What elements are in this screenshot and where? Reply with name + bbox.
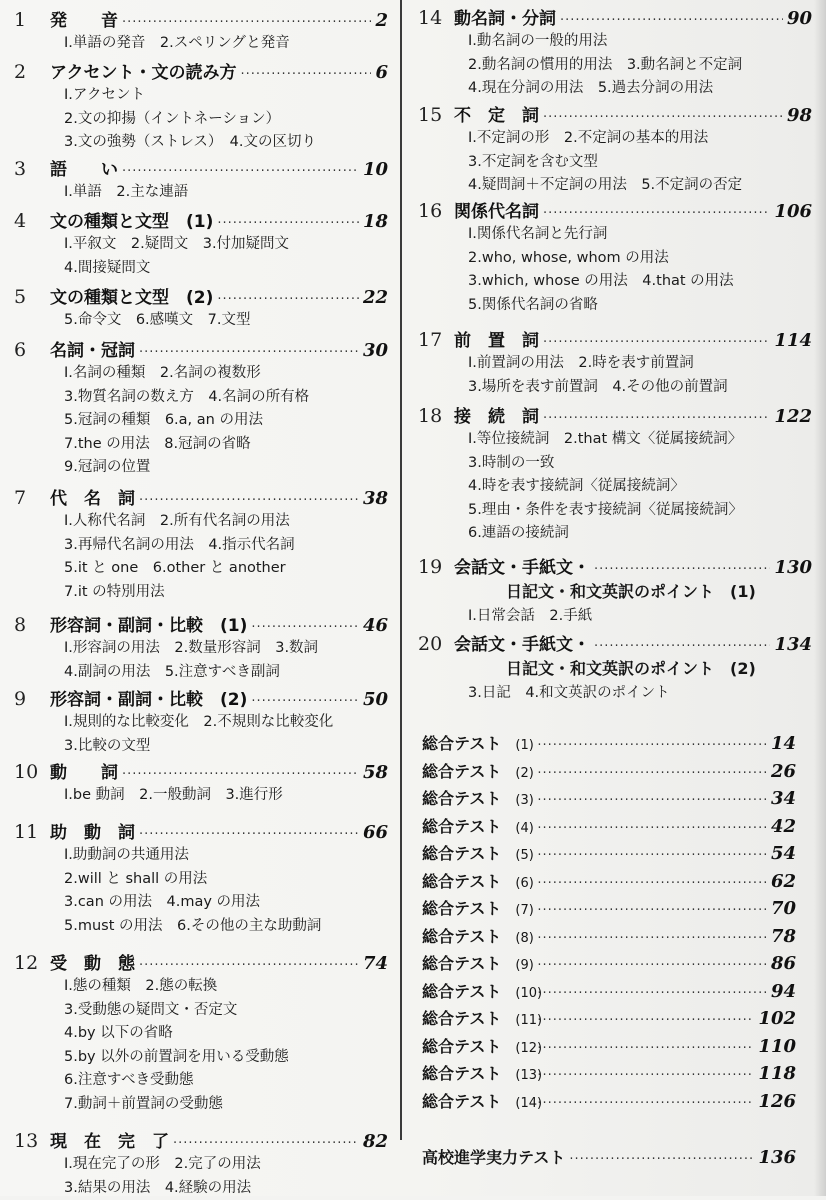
test-page-number: 70 (771, 898, 796, 919)
chapter-title: 関係代名詞 (454, 197, 539, 222)
chapter-title: 動名詞・分詞 (454, 4, 556, 29)
leader-dots (122, 15, 371, 30)
test-entry[interactable] (410, 731, 796, 759)
section-item: 4.間接疑問文 (14, 257, 388, 281)
chapter-title: 会話文・手紙文・ (454, 630, 590, 655)
test-entry[interactable] (410, 924, 796, 952)
chapter-number: 3 (14, 158, 50, 180)
section-item: Ⅰ.名詞の種類 2.名詞の複数形 (14, 362, 388, 386)
leader-dots (241, 67, 372, 82)
chapter-number: 16 (418, 200, 454, 222)
section-item: Ⅰ.等位接続詞 2.that 構文〈従属接続詞〉 (418, 428, 812, 452)
test-page-number: 14 (771, 733, 796, 754)
leader-dots (251, 620, 359, 635)
comprehensive-tests (410, 731, 796, 1116)
section-item: Ⅰ.不定詞の形 2.不定詞の基本的用法 (418, 127, 812, 151)
section-item: 5.冠詞の種類 6.a, an の用法 (14, 409, 388, 433)
section-item: Ⅰ.be 動詞 2.一般動詞 3.進行形 (14, 784, 388, 808)
test-entry[interactable] (410, 814, 796, 842)
chapter-title: アクセント・文の読み方 (50, 58, 237, 83)
test-entry[interactable] (410, 786, 796, 814)
chapter-entry (418, 630, 812, 706)
section-item: 7.it の特別用法 (14, 581, 388, 605)
test-label: 総合テスト (422, 869, 501, 892)
leader-dots (537, 766, 767, 781)
section-item: 4.現在分詞の用法 5.過去分詞の用法 (418, 77, 812, 101)
test-page-number: 94 (771, 981, 796, 1002)
section-item: 2.文の抑揚（イントネーション） (14, 108, 388, 132)
chapter-entry (418, 4, 812, 101)
chapter-page-number: 30 (363, 340, 388, 361)
leader-dots (560, 13, 783, 28)
section-item: 4.疑問詞＋不定詞の用法 5.不定詞の否定 (418, 174, 812, 198)
test-number: (13) (515, 1068, 533, 1083)
section-item: 3.受動態の疑問文・否定文 (14, 999, 388, 1023)
chapter-heading[interactable] (14, 207, 388, 233)
chapter-page-number: 2 (375, 10, 388, 31)
chapter-page-number: 58 (363, 762, 388, 783)
section-item: 3.不定詞を含む文型 (418, 151, 812, 175)
test-label: 総合テスト (422, 951, 501, 974)
test-page-number: 102 (758, 1008, 796, 1029)
section-item: 3.can の用法 4.may の用法 (14, 891, 388, 915)
chapter-number: 6 (14, 339, 50, 361)
chapter-heading[interactable] (418, 630, 812, 656)
test-entry[interactable] (410, 979, 796, 1007)
test-number: (1) (515, 738, 533, 753)
test-entry[interactable] (410, 896, 796, 924)
leader-dots (537, 848, 767, 863)
page-edge-shadow (814, 0, 826, 1196)
leader-dots (217, 292, 359, 307)
chapter-title: 形容詞・副詞・比較 (1) (50, 611, 247, 636)
chapter-page-number: 98 (787, 105, 812, 126)
chapter-number: 19 (418, 556, 454, 578)
chapter-subtitle: 日記文・和文英訳のポイント (2) (418, 656, 812, 682)
test-page-number: 26 (771, 761, 796, 782)
leader-dots (139, 345, 359, 360)
leader-dots (537, 821, 767, 836)
chapter-heading[interactable] (14, 1127, 388, 1153)
chapter-number: 11 (14, 821, 50, 843)
chapter-heading[interactable] (14, 758, 388, 784)
chapter-number: 7 (14, 487, 50, 509)
test-number: (6) (515, 876, 533, 891)
chapter-entry (418, 197, 812, 317)
chapter-heading[interactable] (14, 283, 388, 309)
section-item: 3.which, whose の用法 4.that の用法 (418, 270, 812, 294)
section-item: 6.注意すべき受動態 (14, 1069, 388, 1093)
test-label: 総合テスト (422, 1034, 501, 1057)
leader-dots (594, 562, 770, 577)
chapter-entry (14, 155, 388, 205)
chapter-heading[interactable] (14, 155, 388, 181)
chapter-page-number: 114 (774, 330, 812, 351)
test-entry[interactable] (410, 1034, 796, 1062)
chapter-subtitle: 日記文・和文英訳のポイント (1) (418, 579, 812, 605)
chapter-entry (14, 283, 388, 333)
chapter-page-number: 134 (774, 634, 812, 655)
chapter-heading[interactable] (14, 6, 388, 32)
section-item: 2.who, whose, whom の用法 (418, 247, 812, 271)
chapter-number: 13 (14, 1130, 50, 1152)
test-page-number: 126 (758, 1091, 796, 1112)
chapter-number: 4 (14, 210, 50, 232)
leader-dots (537, 1041, 754, 1056)
section-item: Ⅰ.アクセント (14, 84, 388, 108)
leader-dots (537, 986, 767, 1001)
test-number: (11) (515, 1013, 533, 1028)
chapter-title: 接 続 詞 (454, 402, 539, 427)
chapter-title: 助 動 詞 (50, 818, 135, 843)
test-page-number: 42 (771, 816, 796, 837)
chapter-entry (14, 207, 388, 280)
section-item: Ⅰ.人称代名詞 2.所有代名詞の用法 (14, 510, 388, 534)
section-item: Ⅰ.動名詞の一般的用法 (418, 30, 812, 54)
test-label: 総合テスト (422, 1006, 501, 1029)
chapter-page-number: 6 (375, 62, 388, 83)
leader-dots (594, 639, 770, 654)
chapter-title: 受 動 態 (50, 949, 135, 974)
chapter-entry (14, 758, 388, 808)
section-item: 7.動詞＋前置詞の受動態 (14, 1093, 388, 1117)
test-label: 総合テスト (422, 786, 501, 809)
test-label: 総合テスト (422, 1089, 501, 1112)
chapter-entry (418, 402, 812, 546)
chapter-heading[interactable] (14, 685, 388, 711)
test-entry[interactable] (410, 841, 796, 869)
leader-dots (543, 206, 770, 221)
section-item: 9.冠詞の位置 (14, 456, 388, 480)
leader-dots (537, 1068, 754, 1083)
section-item: 5.by 以外の前置詞を用いる受動態 (14, 1046, 388, 1070)
leader-dots (537, 1013, 754, 1028)
chapter-heading[interactable] (418, 4, 812, 30)
chapter-heading[interactable] (418, 101, 812, 127)
chapter-entry (14, 949, 388, 1116)
test-number: (2) (515, 766, 533, 781)
section-item: Ⅰ.関係代名詞と先行詞 (418, 223, 812, 247)
chapter-number: 2 (14, 61, 50, 83)
test-entry[interactable] (410, 1061, 796, 1089)
leader-dots (251, 694, 359, 709)
chapter-number: 14 (418, 7, 454, 29)
section-item: 2.will と shall の用法 (14, 868, 388, 892)
chapter-heading[interactable] (14, 611, 388, 637)
test-label: 総合テスト (422, 841, 501, 864)
chapter-number: 20 (418, 633, 454, 655)
section-item: 3.再帰代名詞の用法 4.指示代名詞 (14, 534, 388, 558)
chapter-heading[interactable] (418, 553, 812, 579)
leader-dots (173, 1136, 359, 1151)
section-item: 5.理由・条件を表す接続詞〈従属接続詞〉 (418, 499, 812, 523)
leader-dots (569, 1152, 754, 1167)
chapter-entry (418, 101, 812, 198)
test-entry[interactable] (410, 1006, 796, 1034)
leader-dots (139, 493, 359, 508)
chapter-number: 8 (14, 614, 50, 636)
chapter-number: 10 (14, 761, 50, 783)
chapter-title: 会話文・手紙文・ (454, 553, 590, 578)
test-page-number: 34 (771, 788, 796, 809)
test-label: 総合テスト (422, 731, 501, 754)
leader-dots (139, 827, 359, 842)
test-label: 総合テスト (422, 759, 501, 782)
chapter-page-number: 10 (363, 159, 388, 180)
leader-dots (122, 164, 359, 179)
final-test-page-number: 136 (758, 1147, 796, 1168)
section-item: 3.日記 4.和文英訳のポイント (418, 682, 812, 706)
chapter-title: 動 詞 (50, 758, 118, 783)
chapter-heading[interactable] (14, 58, 388, 84)
test-page-number: 118 (758, 1063, 796, 1084)
section-item: 3.結果の用法 4.経験の用法 (14, 1177, 388, 1200)
section-item: 2.動名詞の慣用的用法 3.動名詞と不定詞 (418, 54, 812, 78)
chapter-entry (14, 818, 388, 938)
section-item: Ⅰ.日常会話 2.手紙 (418, 605, 812, 629)
chapter-heading[interactable] (418, 197, 812, 223)
section-item: 3.物質名詞の数え方 4.名詞の所有格 (14, 386, 388, 410)
section-item: 7.the の用法 8.冠詞の省略 (14, 433, 388, 457)
leader-dots (537, 903, 767, 918)
chapter-page-number: 18 (363, 211, 388, 232)
section-item: 6.連語の接続詞 (418, 522, 812, 546)
test-number: (7) (515, 903, 533, 918)
chapter-entry (14, 58, 388, 155)
test-page-number: 62 (771, 871, 796, 892)
section-item: Ⅰ.平叙文 2.疑問文 3.付加疑問文 (14, 233, 388, 257)
chapter-title: 前 置 詞 (454, 326, 539, 351)
section-item: 5.関係代名詞の省略 (418, 294, 812, 318)
test-page-number: 110 (758, 1036, 796, 1057)
section-item: Ⅰ.助動詞の共通用法 (14, 844, 388, 868)
chapter-heading[interactable] (14, 336, 388, 362)
chapter-heading[interactable] (418, 326, 812, 352)
section-item: 3.場所を表す前置詞 4.その他の前置詞 (418, 376, 812, 400)
section-item: 3.時制の一致 (418, 452, 812, 476)
chapter-title: 現 在 完 了 (50, 1127, 169, 1152)
leader-dots (537, 793, 767, 808)
test-entry[interactable] (410, 759, 796, 787)
section-item: Ⅰ.単語 2.主な連語 (14, 181, 388, 205)
column-divider (400, 0, 402, 1140)
chapter-title: 名詞・冠詞 (50, 336, 135, 361)
leader-dots (537, 738, 767, 753)
section-item: 5.命令文 6.感嘆文 7.文型 (14, 309, 388, 333)
chapter-page-number: 130 (774, 557, 812, 578)
test-label: 総合テスト (422, 1061, 501, 1084)
test-number: (10) (515, 986, 533, 1001)
chapter-page-number: 66 (363, 822, 388, 843)
chapter-number: 9 (14, 688, 50, 710)
section-item: 3.比較の文型 (14, 735, 388, 759)
section-item: Ⅰ.単語の発音 2.スペリングと発音 (14, 32, 388, 56)
final-test-label: 高校進学実力テスト (422, 1145, 565, 1168)
chapter-page-number: 38 (363, 488, 388, 509)
chapter-page-number: 106 (774, 201, 812, 222)
section-item: 4.副詞の用法 5.注意すべき副詞 (14, 661, 388, 685)
chapter-number: 15 (418, 104, 454, 126)
test-entry[interactable] (410, 869, 796, 897)
leader-dots (217, 216, 359, 231)
test-page-number: 78 (771, 926, 796, 947)
test-label: 総合テスト (422, 979, 501, 1002)
test-entry[interactable] (410, 1089, 796, 1117)
chapter-title: 形容詞・副詞・比較 (2) (50, 685, 247, 710)
chapter-number: 12 (14, 952, 50, 974)
chapter-page-number: 74 (363, 953, 388, 974)
chapter-entry (14, 484, 388, 604)
chapter-title: 文の種類と文型 (1) (50, 207, 213, 232)
chapter-page-number: 122 (774, 406, 812, 427)
test-label: 総合テスト (422, 814, 501, 837)
chapter-heading[interactable] (14, 818, 388, 844)
chapter-entry (418, 553, 812, 629)
test-number: (4) (515, 821, 533, 836)
test-label: 総合テスト (422, 896, 501, 919)
leader-dots (537, 931, 767, 946)
section-item: Ⅰ.態の種類 2.態の転換 (14, 975, 388, 999)
chapter-page-number: 46 (363, 615, 388, 636)
test-number: (14) (515, 1096, 533, 1111)
chapter-title: 代 名 詞 (50, 484, 135, 509)
chapter-number: 17 (418, 329, 454, 351)
section-item: Ⅰ.形容詞の用法 2.数量形容詞 3.数詞 (14, 637, 388, 661)
chapter-entry (14, 336, 388, 480)
test-number: (8) (515, 931, 533, 946)
leader-dots (537, 1096, 754, 1111)
test-number: (9) (515, 958, 533, 973)
chapter-page-number: 22 (363, 287, 388, 308)
section-item: Ⅰ.前置詞の用法 2.時を表す前置詞 (418, 352, 812, 376)
test-label: 総合テスト (422, 924, 501, 947)
chapter-title: 文の種類と文型 (2) (50, 283, 213, 308)
chapter-title: 発 音 (50, 6, 118, 31)
section-item: 4.時を表す接続詞〈従属接続詞〉 (418, 475, 812, 499)
section-item: 3.文の強勢（ストレス） 4.文の区切り (14, 131, 388, 155)
section-item: 5.it と one 6.other と another (14, 557, 388, 581)
chapter-page-number: 82 (363, 1131, 388, 1152)
chapter-entry (418, 326, 812, 399)
test-page-number: 54 (771, 843, 796, 864)
leader-dots (543, 335, 770, 350)
chapter-number: 1 (14, 9, 50, 31)
chapter-page-number: 90 (787, 8, 812, 29)
chapter-heading[interactable] (14, 949, 388, 975)
chapter-title: 不 定 詞 (454, 101, 539, 126)
leader-dots (122, 767, 359, 782)
section-item: Ⅰ.現在完了の形 2.完了の用法 (14, 1153, 388, 1177)
section-item: 5.must の用法 6.その他の主な助動詞 (14, 915, 388, 939)
chapter-heading[interactable] (14, 484, 388, 510)
leader-dots (537, 958, 767, 973)
test-number: (12) (515, 1041, 533, 1056)
section-item: 4.by 以下の省略 (14, 1022, 388, 1046)
section-item: Ⅰ.規則的な比較変化 2.不規則な比較変化 (14, 711, 388, 735)
chapter-title: 語 い (50, 155, 118, 180)
leader-dots (543, 110, 783, 125)
chapter-number: 5 (14, 286, 50, 308)
test-number: (5) (515, 848, 533, 863)
final-test-entry[interactable] (410, 1145, 796, 1173)
chapter-page-number: 50 (363, 689, 388, 710)
chapter-entry (14, 1127, 388, 1200)
test-page-number: 86 (771, 953, 796, 974)
leader-dots (139, 958, 359, 973)
chapter-heading[interactable] (418, 402, 812, 428)
chapter-number: 18 (418, 405, 454, 427)
chapter-entry (14, 6, 388, 56)
chapter-entry (14, 611, 388, 684)
leader-dots (537, 876, 767, 891)
leader-dots (543, 411, 770, 426)
chapter-entry (14, 685, 388, 758)
test-number: (3) (515, 793, 533, 808)
test-entry[interactable] (410, 951, 796, 979)
